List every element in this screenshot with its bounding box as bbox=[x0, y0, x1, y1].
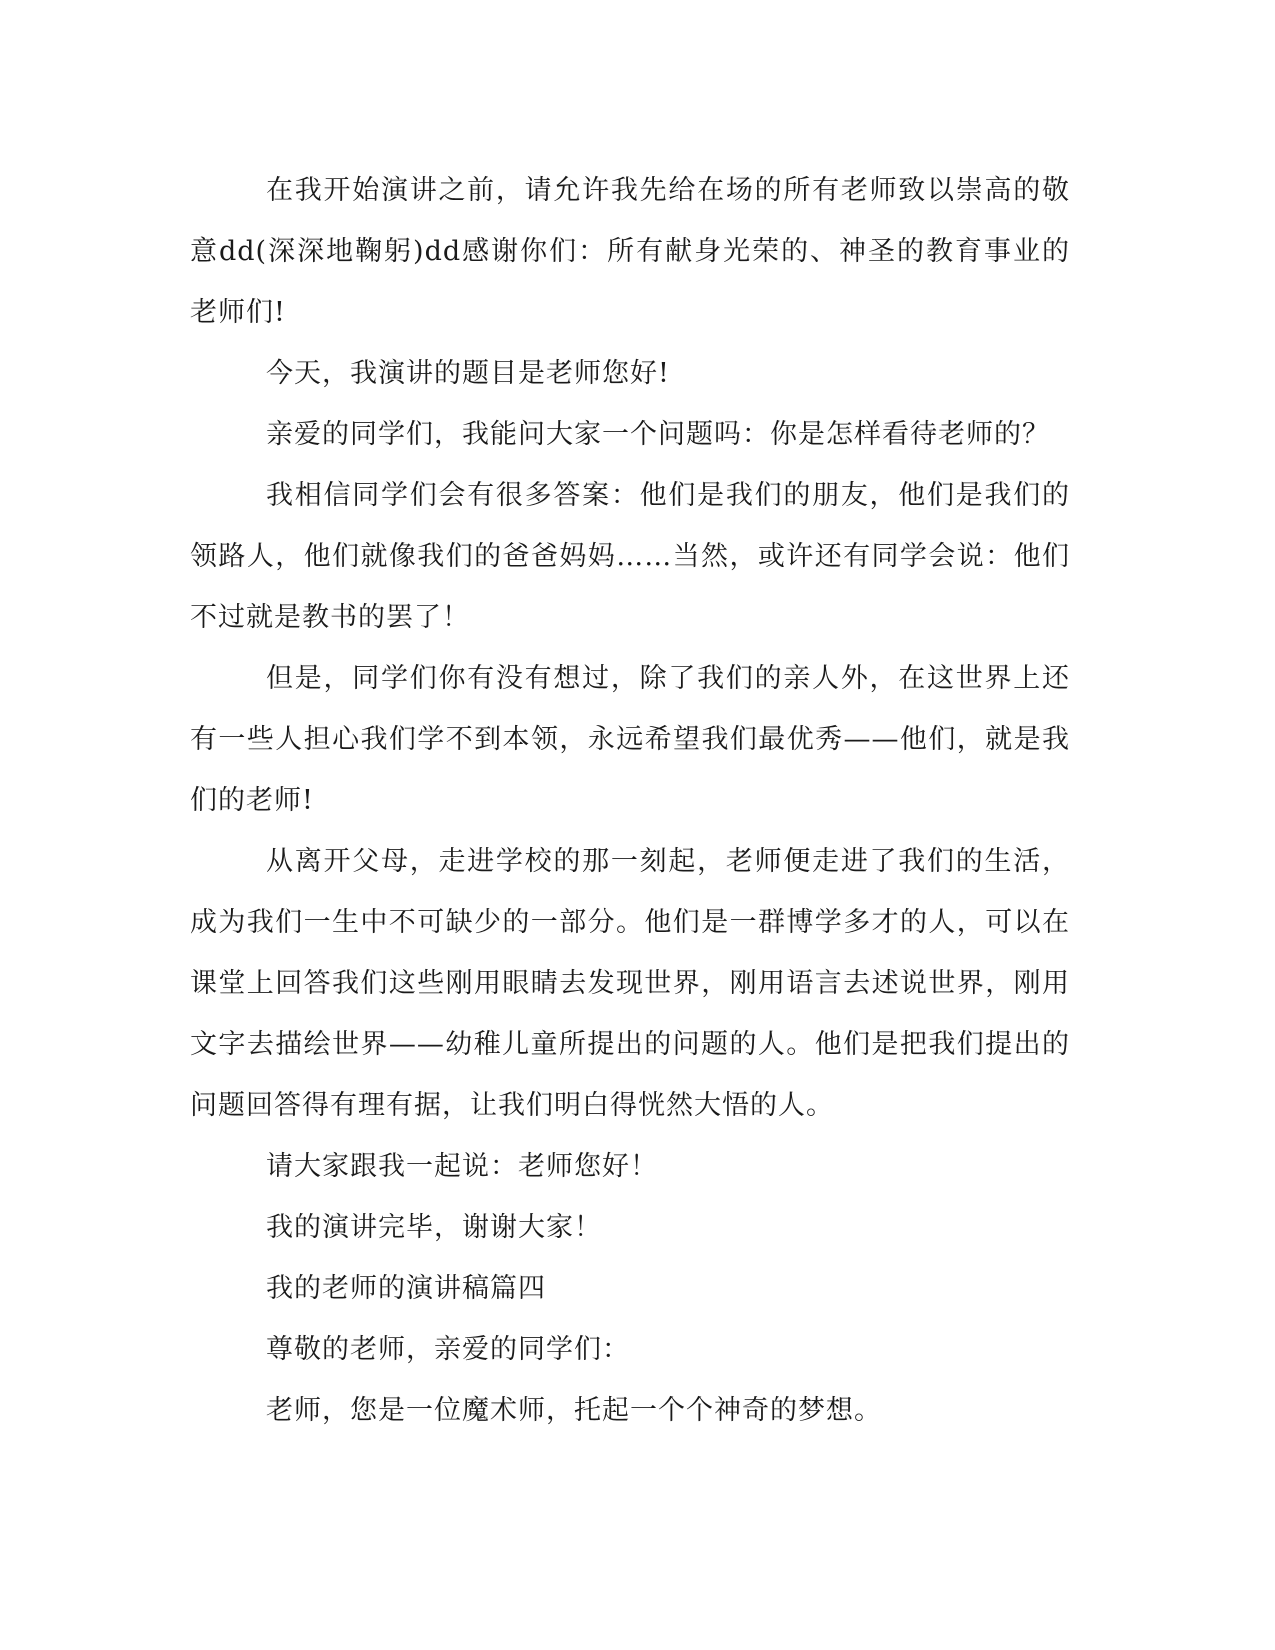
paragraph: 我相信同学们会有很多答案：他们是我们的朋友，他们是我们的领路人，他们就像我们的爸爸妈妈……当然，或许还有同学会说：他们不过就是教书的罢了！ bbox=[190, 480, 1070, 633]
paragraph: 请大家跟我一起说：老师您好！ bbox=[266, 1151, 658, 1182]
paragraph: 从离开父母，走进学校的那一刻起，老师便走进了我们的生活，成为我们一生中不可缺少的一部分。他们是一群博学多才的人，可以在课堂上回答我们这些刚用眼睛去发现世界，刚用语言去述说世界，刚用文字去描绘世界——幼稚儿童所提出的问题的人。他们是把我们提出的问题回答得有理有据，让我们明白得恍然大悟的人。 bbox=[190, 846, 1070, 1121]
paragraph: 老师，您是一位魔术师，托起一个个神奇的梦想。 bbox=[266, 1395, 882, 1426]
paragraph: 我的演讲完毕，谢谢大家！ bbox=[266, 1212, 602, 1243]
salutation: 尊敬的老师，亲爱的同学们： bbox=[266, 1334, 630, 1365]
paragraph: 但是，同学们你有没有想过，除了我们的亲人外，在这世界上还有一些人担心我们学不到本领，永远希望我们最优秀——他们，就是我们的老师! bbox=[190, 663, 1070, 816]
paragraph: 在我开始演讲之前，请允许我先给在场的所有老师致以崇高的敬意dd(深深地鞠躬)dd感谢你们：所有献身光荣的、神圣的教育事业的老师们! bbox=[190, 175, 1070, 328]
document-body bbox=[190, 160, 1070, 1441]
section-heading: 我的老师的演讲稿篇四 bbox=[266, 1273, 546, 1304]
paragraph: 亲爱的同学们，我能问大家一个问题吗：你是怎样看待老师的？ bbox=[266, 419, 1050, 450]
paragraph: 今天，我演讲的题目是老师您好! bbox=[266, 358, 670, 389]
